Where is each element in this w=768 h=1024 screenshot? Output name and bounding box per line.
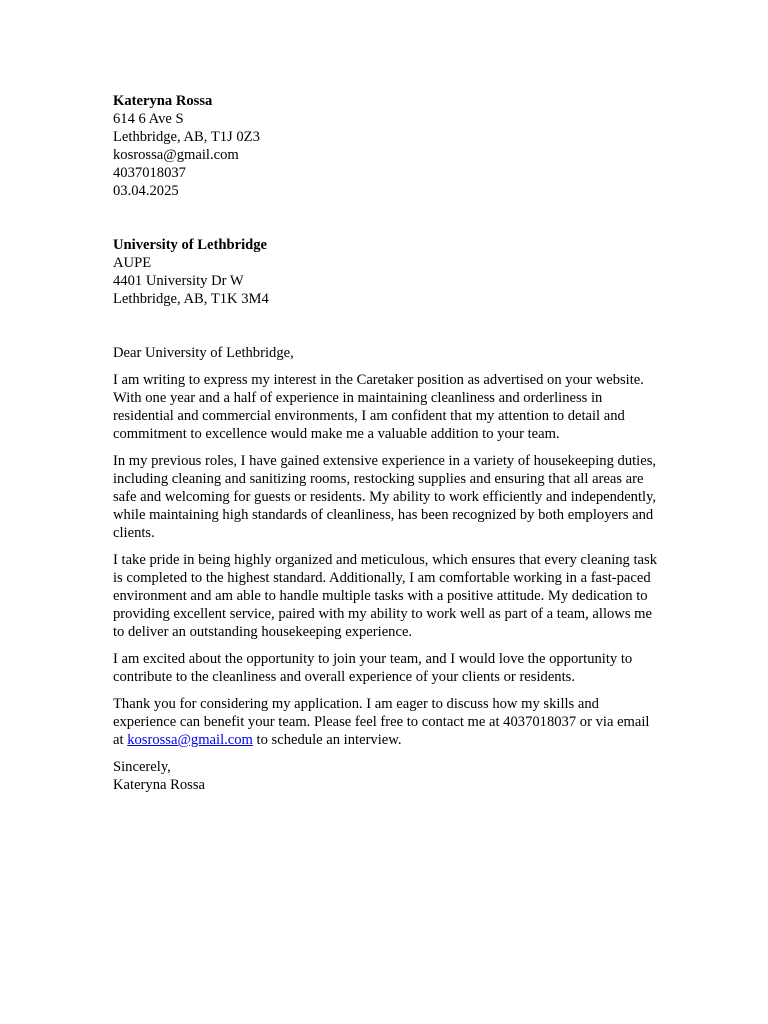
closing: Sincerely, <box>113 759 171 775</box>
body-paragraph-4: I am excited about the opportunity to join your team, and I would love the opportunity to contribute to the cleanliness and overall experience of your clients or residents. <box>113 651 633 685</box>
body-paragraph-3: I take pride in being highly organized and meticulous, which ensures that every cleaning task is completed to the highest standard. Additionally, I am comfortable working in a fast-paced environment and am able to handle multiple tasks with a positive attitude. My dedication to providing excellent service, paired with my ability to work well as part of a team, allows me to deliver an outstanding housekeeping experience. <box>113 552 657 640</box>
recipient-city: Lethbridge, AB, T1K 3M4 <box>113 291 269 307</box>
sender-address-block <box>113 92 658 200</box>
final-paragraph-text-before: Thank you for considering my application. I am eager to discuss how my skills and experience can benefit your team. Please feel free to contact me at 4037018037 or via email at <box>113 696 650 748</box>
sender-phone: 4037018037 <box>113 165 186 181</box>
letter-page <box>113 92 658 794</box>
body-paragraph-2: In my previous roles, I have gained extensive experience in a variety of housekeeping duties, including cleaning and sanitizing rooms, restocking supplies and ensuring that all areas are safe and welcoming for guests or residents. My ability to work efficiently and independently, while maintaining high standards of cleanliness, has been recognized by both employers and clients. <box>113 453 657 541</box>
email-link[interactable]: kosrossa@gmail.com <box>127 732 253 748</box>
recipient-address-block <box>113 236 658 308</box>
sender-name: Kateryna Rossa <box>113 93 213 109</box>
salutation: Dear University of Lethbridge, <box>113 345 294 361</box>
recipient-street: 4401 University Dr W <box>113 273 244 289</box>
recipient-department: AUPE <box>113 255 152 271</box>
recipient-organization: University of Lethbridge <box>113 237 268 253</box>
final-paragraph-text-after: to schedule an interview. <box>252 732 402 748</box>
letter-date: 03.04.2025 <box>113 183 179 199</box>
body-paragraph-1: I am writing to express my interest in the Caretaker position as advertised on your website. With one year and a half of experience in maintaining cleanliness and orderliness in residential and commercial environments, I am confident that my attention to detail and commitment to excellence would make me a valuable addition to your team. <box>113 372 644 442</box>
body-paragraph-5 <box>113 695 658 749</box>
sender-street: 614 6 Ave S <box>113 111 184 127</box>
closing-block <box>113 758 658 794</box>
signature: Kateryna Rossa <box>113 777 205 793</box>
sender-city: Lethbridge, AB, T1J 0Z3 <box>113 129 260 145</box>
sender-email: kosrossa@gmail.com <box>113 147 239 163</box>
